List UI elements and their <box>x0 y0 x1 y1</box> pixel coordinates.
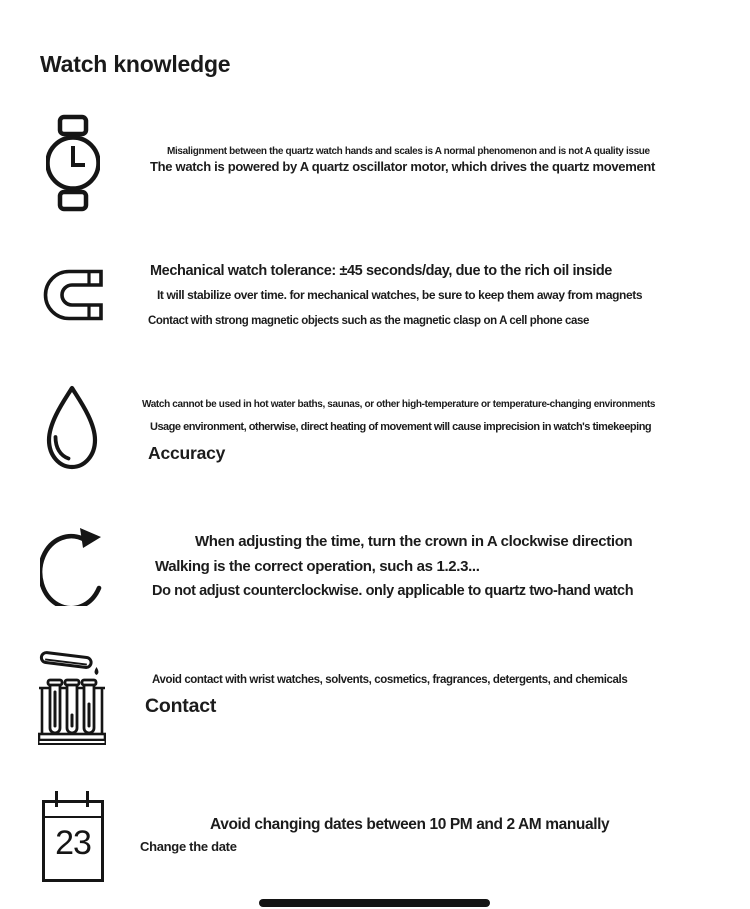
section-text: When adjusting the time, turn the crown in A clockwise direction <box>195 533 633 550</box>
section-text: Avoid contact with wrist watches, solvents, cosmetics, fragrances, detergents, and chemicals <box>152 674 628 686</box>
test-tubes-icon <box>38 650 106 746</box>
calendar-icon <box>42 800 104 882</box>
section-text: The watch is powered by A quartz oscillator motor, which drives the quartz movement <box>150 159 656 174</box>
calendar-header-line <box>45 803 101 818</box>
section-text: Walking is the correct operation, such as 1.2.3... <box>155 558 480 575</box>
section-heading: Accuracy <box>148 443 226 463</box>
section-text: Watch cannot be used in hot water baths, saunas, or other high-temperature or temperature-changing environments <box>142 399 656 410</box>
section-text: It will stabilize over time. for mechanical watches, be sure to keep them away from magnets <box>157 288 643 302</box>
page-title: Watch knowledge <box>40 51 231 78</box>
section-text: Usage environment, otherwise, direct heating of movement will cause imprecision in watch's timekeeping <box>150 421 652 433</box>
section-text: Misalignment between the quartz watch hands and scales is A normal phenomenon and is not A quality issue <box>167 146 650 157</box>
section-text: Avoid changing dates between 10 PM and 2 AM manually <box>210 816 610 833</box>
magnet-icon <box>42 268 104 322</box>
wristwatch-icon <box>46 114 100 212</box>
section-heading: Contact <box>145 695 217 717</box>
water-drop-icon <box>44 384 100 470</box>
clockwise-arrow-icon <box>40 528 106 606</box>
calendar-binding-tick <box>55 791 58 807</box>
section-text: Change the date <box>140 839 237 854</box>
section-text: Mechanical watch tolerance: ±45 seconds/day, due to the rich oil inside <box>150 263 612 279</box>
section-text: Contact with strong magnetic objects such as the magnetic clasp on A cell phone case <box>148 315 589 327</box>
calendar-day-number: 23 <box>55 824 91 862</box>
home-indicator <box>259 899 490 907</box>
section-text: Do not adjust counterclockwise. only applicable to quartz two-hand watch <box>152 583 634 599</box>
calendar-binding-tick <box>86 791 89 807</box>
